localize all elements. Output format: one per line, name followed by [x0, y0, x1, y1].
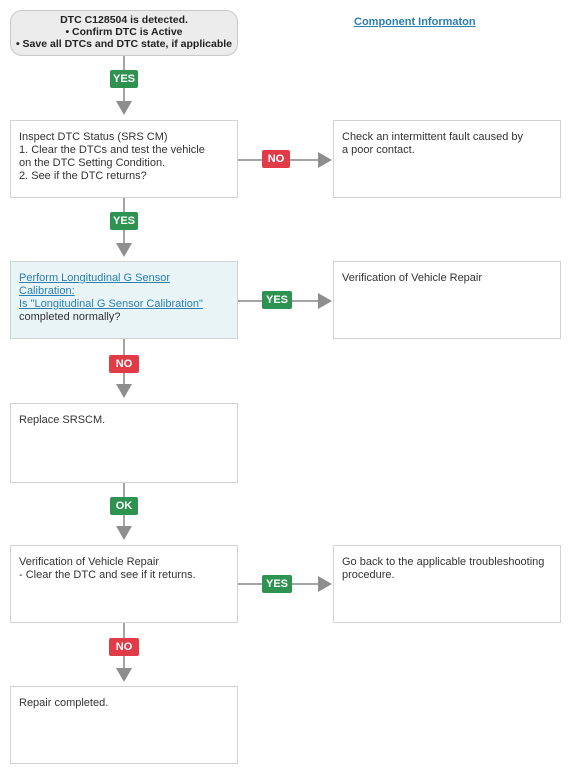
intermittent-fault-box [333, 120, 561, 198]
go-back-troubleshooting-box [333, 545, 561, 623]
arrow-right-icon [318, 152, 332, 168]
step-text-line: 1. Clear the DTCs and test the vehicle [19, 144, 205, 156]
longitudinal-g-calibration-box [10, 261, 238, 339]
calibration-link-line[interactable]: Calibration: [19, 285, 75, 297]
arrow-right-icon [318, 576, 332, 592]
step-text-line: - Clear the DTC and see if it returns. [19, 569, 196, 581]
arrow-down-icon [116, 101, 132, 115]
arrow-right-icon [318, 293, 332, 309]
step-text-line: Verification of Vehicle Repair [19, 556, 160, 568]
step-text-line: Repair completed. [19, 697, 109, 709]
verification-clear-dtc-box [10, 545, 238, 623]
repair-completed-box [10, 686, 238, 764]
result-text-line: Verification of Vehicle Repair [342, 272, 483, 284]
arrow-down-icon [116, 384, 132, 398]
component-information-link[interactable]: Component Informaton [354, 16, 476, 28]
step-text-line: Replace SRSCM. [19, 414, 106, 426]
yes-badge: YES [110, 70, 138, 88]
inspect-dtc-status-box [10, 120, 238, 198]
start-node [10, 10, 238, 56]
start-bullet-save: • Save all DTCs and DTC state, if applicable [15, 38, 233, 50]
connector-line [123, 88, 125, 102]
calibration-link-line[interactable]: Is "Longitudinal G Sensor Calibration" [19, 298, 203, 310]
replace-srscm-box [10, 403, 238, 483]
arrow-down-icon [116, 243, 132, 257]
arrow-down-icon [116, 526, 132, 540]
yes-badge: YES [262, 575, 292, 593]
arrow-down-icon [116, 668, 132, 682]
no-badge: NO [262, 150, 290, 168]
start-title: DTC C128504 is detected. [60, 14, 188, 26]
result-text-line: a poor contact. [342, 144, 415, 156]
verification-repair-box [333, 261, 561, 339]
calibration-link-line[interactable]: Perform Longitudinal G Sensor [19, 272, 171, 284]
step-text-line: on the DTC Setting Condition. [19, 157, 166, 169]
start-bullet-confirm: • Confirm DTC is Active [65, 26, 183, 38]
step-text-line: Inspect DTC Status (SRS CM) [19, 131, 168, 143]
no-badge: NO [109, 638, 139, 656]
result-text-line: procedure. [342, 569, 395, 581]
result-text-line: Check an intermittent fault caused by [342, 131, 523, 143]
step-text-line: 2. See if the DTC returns? [19, 170, 147, 182]
result-text-line: Go back to the applicable troubleshooting [342, 556, 545, 568]
ok-badge: OK [110, 497, 138, 515]
no-badge: NO [109, 355, 139, 373]
yes-badge: YES [262, 291, 292, 309]
yes-badge: YES [110, 212, 138, 230]
step-text-line: completed normally? [19, 311, 121, 323]
